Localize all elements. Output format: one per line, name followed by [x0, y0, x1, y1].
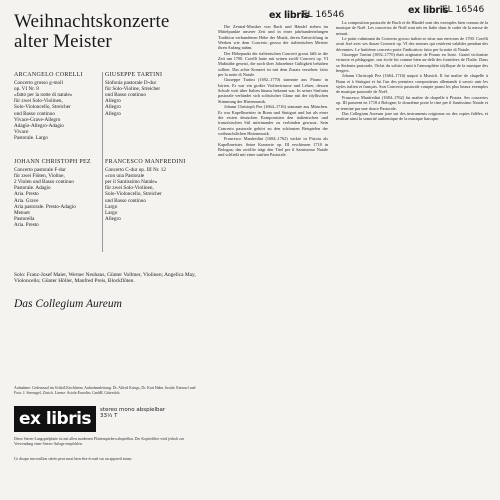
- work-corelli: [14, 72, 104, 141]
- work-line: Pastorale. Adagio: [14, 185, 51, 192]
- work-line: Vivace-Grave-Allegro: [14, 116, 61, 123]
- work-line: Allegro: [105, 104, 121, 111]
- work-line: Aria. Presto: [14, 191, 39, 198]
- work-details: [14, 167, 104, 228]
- work-line: für zwei Solo-Violinen,: [105, 185, 154, 192]
- left-panel: [14, 6, 214, 310]
- liner-paragraph: Johann Christoph Pez (1664–1716) naquit à Munich. Il fut maître de chapelle à Bonn et à Stuttgart et fut l'un des premiers compositeurs allemands à savoir unir les styles italien et français. Son Concerto pastorale compte parmi les plus beaux exemples de musique pastorale de Noël.: [336, 73, 488, 95]
- liner-paragraph: Der Höhepunkt der italienischen Concerti grossi fällt in die Zeit um 1700. Corelli hatte mit seinen zwölf Concerti op. VI Maßstäbe gesetzt, die noch über Jahrzehnte Gültigkeit behalten sollten. Das achte Konzert ist mit dem Zusatz versehen: fatto per la notte di Natale.: [218, 50, 328, 78]
- recording-credits: Aufnahme: Cedernsaal im Schloß Kirchheim. Aufnahmeleitung: Dr. Alfred Krings, Dr. Kurt Hahn. Inside, Entwurf und Foto: J. Sternagel, Zürich. Lizenz: Ariola-Eurodisc GmbH, Gütersloh.: [14, 386, 196, 395]
- composer-name: ARCANGELO CORELLI: [14, 72, 83, 78]
- composer-name: GIUSEPPE TARTINI: [105, 72, 163, 78]
- work-line: op. VI Nr. 8: [14, 86, 39, 93]
- work-line: Aria. Grave: [14, 197, 39, 204]
- liner-paragraph: Giuseppe Tartini (1692–1770) stammte aus Pirano in Istrien. Er war ein großer Violinvirtuose und Lehrer, dessen Schule weit über Italien hinaus bekannt war. In seiner Sinfonia pastorale verbindet sich solistischer Glanz mit der idyllischen Stimmung der Hirtenmusik.: [218, 77, 328, 104]
- liner-paragraph: Giuseppe Tartini (1692–1770) était originaire de Pirano en Istrie. Grand violoniste virtuose et pédagogue, son école fut connue bien au-delà des frontières de l'Italie. Dans sa Sinfonia pastorale, l'éclat du soliste s'unit à l'atmosphère idyllique de la musique des bergers.: [336, 52, 488, 74]
- work-line: Vivace: [14, 128, 29, 135]
- liner-paragraph: Das Collegium Aureum joue sur des instruments originaux ou des copies fidèles, et restitue ainsi la sonorité authentique de la musique baroque.: [336, 110, 488, 122]
- work-line: Menuet: [14, 209, 30, 216]
- works-list: [14, 72, 214, 310]
- liner-paragraph: La composition pastorale de Bach et de Händel sont des exemples bien connus de la musique de Noël. Les concertos de Noël sont nés en Italie dans le cadre de la messe de minuit.: [336, 20, 488, 36]
- header-catalog-right: EL 16546: [442, 5, 485, 15]
- soloists-credit: Solo: Franz-Josef Maier, Werner Neuhaus, Günter Vollmer, Violinen; Angelica May, Violoncello; Günter Höller, Manfred Preis, Blockflöten.: [14, 272, 196, 285]
- work-line: Largo: [105, 203, 118, 210]
- work-line: Allegro: [105, 110, 121, 117]
- work-line: Solo-Violoncello, Streicher: [105, 191, 162, 198]
- work-line: und Basso continuo: [105, 92, 146, 99]
- work-line: Concerto grosso g-moll: [14, 80, 63, 87]
- liner-paragraph: Francesco Manfredini (1684–1762) wirkte in Pistoia als Kapellmeister. Seine Konzerte op. III erschienen 1718 in Bologna; das zwölfte trägt den Titel per il Santissimo Natale und schließt mit einer sanften Pastorale.: [218, 136, 328, 158]
- album-title: [14, 12, 214, 52]
- header-catalog-left: EL 16546: [302, 10, 345, 20]
- title-line-2: alter Meister: [14, 31, 112, 52]
- liner-paragraph: Johann Christoph Pez (1664–1716) stammte aus München. Er war Kapellmeister in Bonn und Stuttgart und hat als einer der ersten deutschen Komponisten den italienischen und französischen Stil miteinander zu verbinden gewusst. Sein Concerto pastorale gehört zu den schönsten Beispielen der weihnachtlichen Hirtenmusik.: [218, 104, 328, 136]
- work-tartini: [105, 72, 211, 117]
- composer-name: FRANCESCO MANFREDINI: [105, 159, 186, 165]
- playback-info: [100, 407, 165, 420]
- work-line: für zwei Flöten, Violine,: [14, 173, 65, 180]
- liner-paragraph: Die Zentral-Musiker von Bach und Händel stehen im Mittelpunkte unserer Zeit und in einer jahrhundertelangen Tradition verbundenen Höhe der Musik, deren Entwicklung in Werken wie dem Concerto grosso der italienischen Meister ihren Anfang nahm.: [218, 24, 328, 51]
- work-line: Aria pastorale. Presto-Adagio: [14, 203, 76, 210]
- work-line: Pastorale. Largo: [14, 134, 48, 141]
- liner-paragraph: Francesco Manfredini (1684–1762) fut maître de chapelle à Pistoia. Ses concertos op. III parurent en 1718 à Bologne; le douzième porte le titre per il Santissimo Natale et se termine par une douce Pastorale.: [336, 94, 488, 111]
- work-line: per il Santissimo Natale»: [105, 179, 158, 186]
- work-line: Concerto C-dur op. III Nr. 12: [105, 167, 166, 174]
- work-line: 2 Violen und Basso continuo: [14, 179, 74, 186]
- work-line: für Solo-Violine, Streicher: [105, 86, 161, 93]
- work-line: für zwei Solo-Violinen,: [14, 98, 63, 105]
- work-line: und Basso continuo: [14, 110, 55, 117]
- work-line: Solo-Violoncello, Streicher: [14, 104, 71, 111]
- work-details: [105, 167, 211, 222]
- work-line: Allegro: [105, 98, 121, 105]
- title-line-1: Weihnachtskonzerte: [14, 11, 170, 32]
- playback-line: 33⅓ T: [100, 413, 118, 420]
- work-line: «fatto per la notte di natale»: [14, 92, 73, 99]
- work-line: Adagio-Allegro-Adagio: [14, 122, 64, 129]
- ex-libris-logo: ex libris: [14, 406, 96, 432]
- work-pez: [14, 159, 104, 228]
- work-line: Concerto pastorale F-dur: [14, 167, 66, 174]
- liner-notes-german: [218, 24, 328, 494]
- composer-name: JOHANN CHRISTOPH PEZ: [14, 159, 91, 165]
- liner-notes-french: [336, 20, 488, 490]
- work-details: [14, 80, 104, 141]
- header-logo-left: ex libris: [269, 10, 310, 21]
- ensemble-name: Das Collegium Aureum: [14, 298, 122, 310]
- header-logo-right: ex libris: [408, 5, 449, 16]
- work-manfredini: [105, 159, 211, 222]
- work-line: «con una Pastorale: [105, 173, 145, 180]
- work-details: [105, 80, 211, 117]
- small-print-french: Ce disque microsillon stéréo peut aussi bien être écouté sur un appareil mono.: [14, 457, 133, 461]
- work-line: Aria. Presto: [14, 221, 39, 228]
- work-line: Sinfonia pastorale D-dur: [105, 80, 157, 87]
- liner-paragraph: Le point culminant du Concerto grosso italien se situe aux environs de 1700. Corelli avait fixé avec ses douze Concerti op. VI des normes qui restèrent valables pendant des décennies. Le huitième concerto porte l'indication: fatto per la notte di Natale.: [336, 36, 488, 52]
- work-line: Allegro: [105, 215, 121, 222]
- playback-line: stereo mono abspielbar: [100, 407, 166, 413]
- work-line: und Basso continuo: [105, 197, 146, 204]
- work-line: Pastorella: [14, 215, 35, 222]
- small-print-german: Diese Stereo-Langspielplatte ist mit allen modernen Plattenspielern abspielbar. Der Kopierfilter wird jedoch zur Verwendung einer Stereo-Anlage empfohlen.: [14, 437, 185, 446]
- work-line: Largo: [105, 209, 118, 216]
